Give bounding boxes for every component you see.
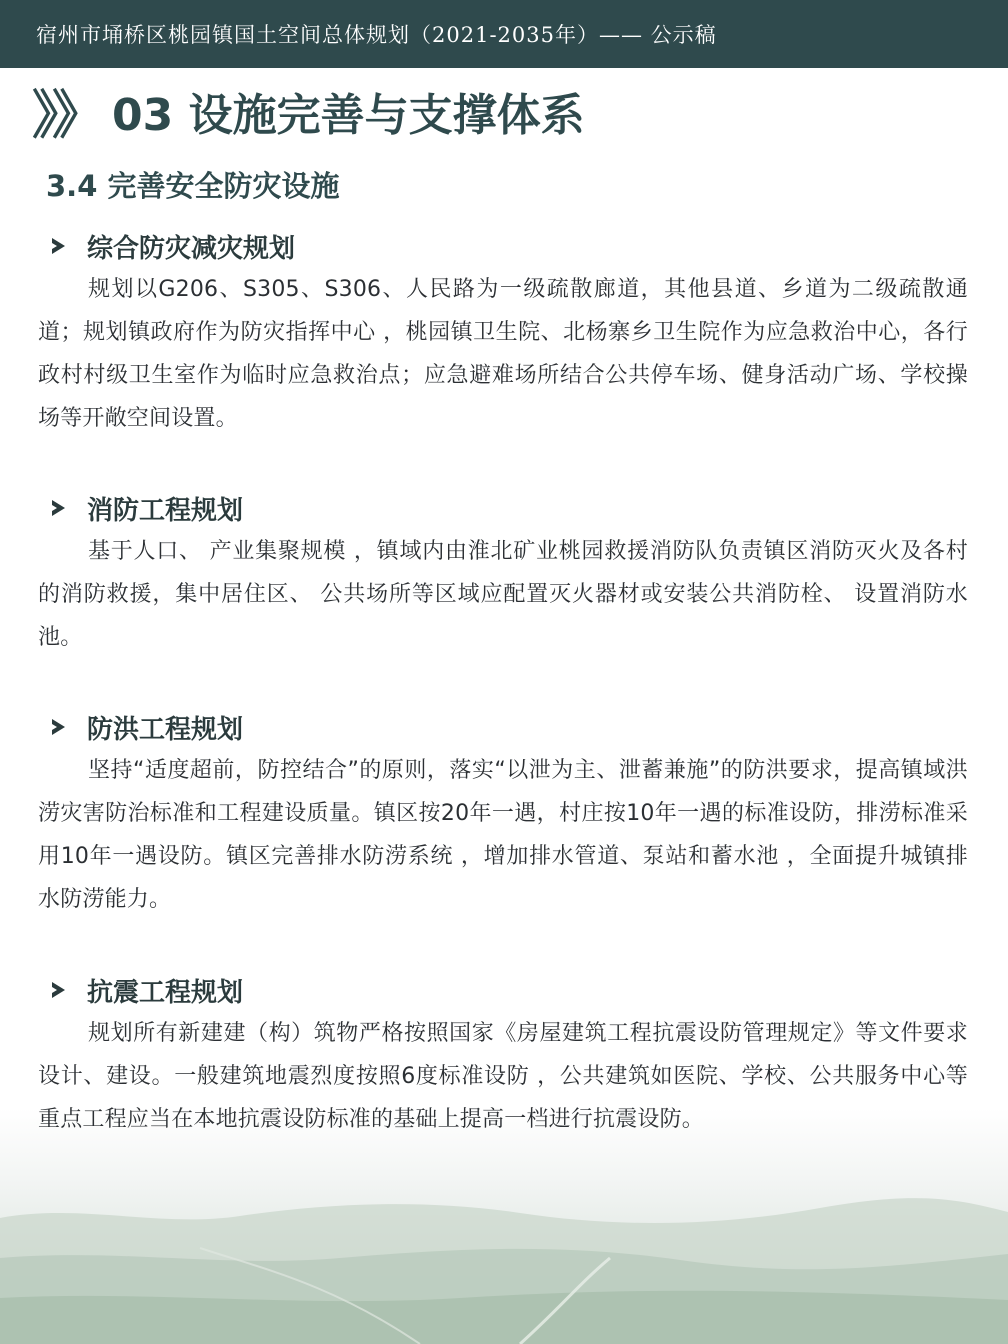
block-heading (52, 226, 968, 266)
arrow-bullet-icon (52, 238, 65, 254)
arrow-bullet-icon (52, 982, 65, 998)
landscape-background (0, 1108, 1008, 1344)
block-title: 消防工程规划 (87, 495, 244, 526)
chapter-arrows-icon: 》》 (32, 86, 99, 146)
chapter-heading (32, 84, 585, 148)
block-heading (52, 707, 968, 747)
chapter-title: 03 设施完善与支撑体系 (112, 90, 585, 141)
block-title: 综合防灾减灾规划 (87, 233, 296, 264)
block-title: 抗震工程规划 (87, 977, 244, 1008)
block-text: 坚持“适度超前，防控结合”的原则，落实“以泄为主、泄蓄兼施”的防洪要求，提高镇域洪涝灾害防治标准和工程建设质量。镇区按20年一遇，村庄按10年一遇的标准设防，排涝标准采用10年一遇设防。镇区完善排水防涝系统 ，增加排水管道、泵站和蓄水池 ，全面提升城镇排水防涝能力。 (38, 758, 968, 912)
block-title: 防洪工程规划 (87, 714, 244, 745)
block-text: 基于人口、 产业集聚规模 ，镇域内由淮北矿业桃园救援消防队负责镇区消防灭火及各村的消防救援，集中居住区、 公共场所等区域应配置灭火器材或安装公共消防栓、 设置消防水池。 (38, 539, 968, 650)
block-flood-control (38, 707, 968, 921)
arrow-bullet-icon (52, 500, 65, 516)
block-text: 规划所有新建建（构）筑物严格按照国家《房屋建筑工程抗震设防管理规定》等文件要求设计、建设。一般建筑地震烈度按照6度标准设防 ，公共建筑如医院、学校、公共服务中心等重点工程应当在本地抗震设防标准的基础上提高一档进行抗震设防。 (38, 1021, 968, 1132)
section-title: 3.4 完善安全防灾设施 (46, 169, 340, 203)
header-bar (0, 0, 1008, 68)
arrow-bullet-icon (52, 719, 65, 735)
block-earthquake-resistance (38, 970, 968, 1141)
block-heading (52, 488, 968, 528)
block-text: 规划以G206、S305、S306、人民路为一级疏散廊道，其他县道、乡道为二级疏散通道；规划镇政府作为防灾指挥中心 ，桃园镇卫生院、北杨寨乡卫生院作为应急救治中心，各行政村村级卫生室作为临时应急救治点；应急避难场所结合公共停车场、健身活动广场、学校操场等开敞空间设置。 (38, 277, 968, 431)
document-title: 宿州市埇桥区桃园镇国土空间总体规划（2021-2035年）—— 公示稿 (36, 23, 717, 47)
block-heading (52, 970, 968, 1010)
block-disaster-prevention (38, 226, 968, 440)
block-fire-protection (38, 488, 968, 659)
